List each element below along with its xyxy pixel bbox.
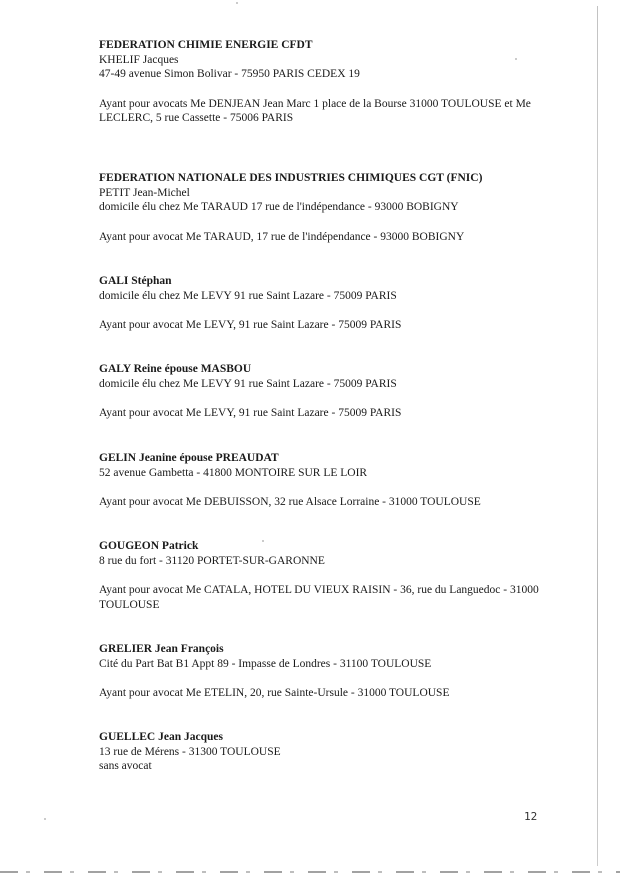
party-no-lawyer: sans avocat <box>99 760 152 772</box>
party-entry-fede-chimie-cfdt <box>99 38 559 126</box>
party-address: 52 avenue Gambetta - 41800 MONTOIRE SUR LE LOIR <box>99 466 368 479</box>
party-entry-gougeon <box>99 539 559 612</box>
party-name: GELIN Jeanine épouse PREAUDAT <box>99 452 279 464</box>
scan-edge-line <box>597 6 598 866</box>
party-name: GRELIER Jean François <box>99 643 224 655</box>
scan-speck <box>515 58 517 60</box>
party-entry-galy <box>99 362 559 421</box>
party-address: 13 rue de Mérens - 31300 TOULOUSE <box>99 745 281 758</box>
party-lawyer: Ayant pour avocat Me ETELIN, 20, rue Sainte-Ursule - 31000 TOULOUSE <box>99 687 450 699</box>
party-lawyer: Ayant pour avocat Me DEBUISSON, 32 rue Alsace Lorraine - 31000 TOULOUSE <box>99 496 481 508</box>
party-name: FEDERATION NATIONALE DES INDUSTRIES CHIMIQUES CGT (FNIC) <box>99 172 483 184</box>
party-entry-grelier <box>99 642 559 701</box>
party-name: FEDERATION CHIMIE ENERGIE CFDT <box>99 39 313 51</box>
scan-bottom-artifact <box>0 871 620 873</box>
party-name: GALI Stéphan <box>99 275 172 287</box>
party-representative: KHELIF Jacques <box>99 53 179 66</box>
page-number: 12 <box>524 810 538 823</box>
party-entry-fnic-cgt <box>99 171 559 244</box>
party-lawyer: Ayant pour avocat Me LEVY, 91 rue Saint Lazare - 75009 PARIS <box>99 407 402 419</box>
party-address: Cité du Part Bat B1 Appt 89 - Impasse de Londres - 31100 TOULOUSE <box>99 657 432 670</box>
scan-speck <box>44 818 46 820</box>
party-name: GALY Reine épouse MASBOU <box>99 363 252 375</box>
scan-speck <box>262 540 264 542</box>
party-entry-gali <box>99 274 559 333</box>
party-address: domicile élu chez Me LEVY 91 rue Saint Lazare - 75009 PARIS <box>99 377 397 390</box>
party-lawyer: Ayant pour avocats Me DENJEAN Jean Marc 1 place de la Bourse 31000 TOULOUSE et Me LECLERC, 5 rue Cassette - 75006 PARIS <box>99 97 531 124</box>
party-address: domicile élu chez Me TARAUD 17 rue de l'indépendance - 93000 BOBIGNY <box>99 201 459 213</box>
party-address: 47-49 avenue Simon Bolivar - 75950 PARIS CEDEX 19 <box>99 68 360 80</box>
party-entry-guellec <box>99 730 559 774</box>
party-representative: PETIT Jean-Michel <box>99 186 190 199</box>
scan-speck <box>236 2 238 4</box>
party-address: domicile élu chez Me LEVY 91 rue Saint Lazare - 75009 PARIS <box>99 289 397 302</box>
party-address: 8 rue du fort - 31120 PORTET-SUR-GARONNE <box>99 554 325 567</box>
party-lawyer: Ayant pour avocat Me CATALA, HOTEL DU VIEUX RAISIN - 36, rue du Languedoc - 31000 TOULOUSE <box>99 584 539 611</box>
party-name: GOUGEON Patrick <box>99 540 199 552</box>
party-entry-gelin <box>99 451 559 510</box>
party-name: GUELLEC Jean Jacques <box>99 731 223 743</box>
party-lawyer: Ayant pour avocat Me TARAUD, 17 rue de l'indépendance - 93000 BOBIGNY <box>99 230 465 243</box>
party-lawyer: Ayant pour avocat Me LEVY, 91 rue Saint Lazare - 75009 PARIS <box>99 319 402 331</box>
